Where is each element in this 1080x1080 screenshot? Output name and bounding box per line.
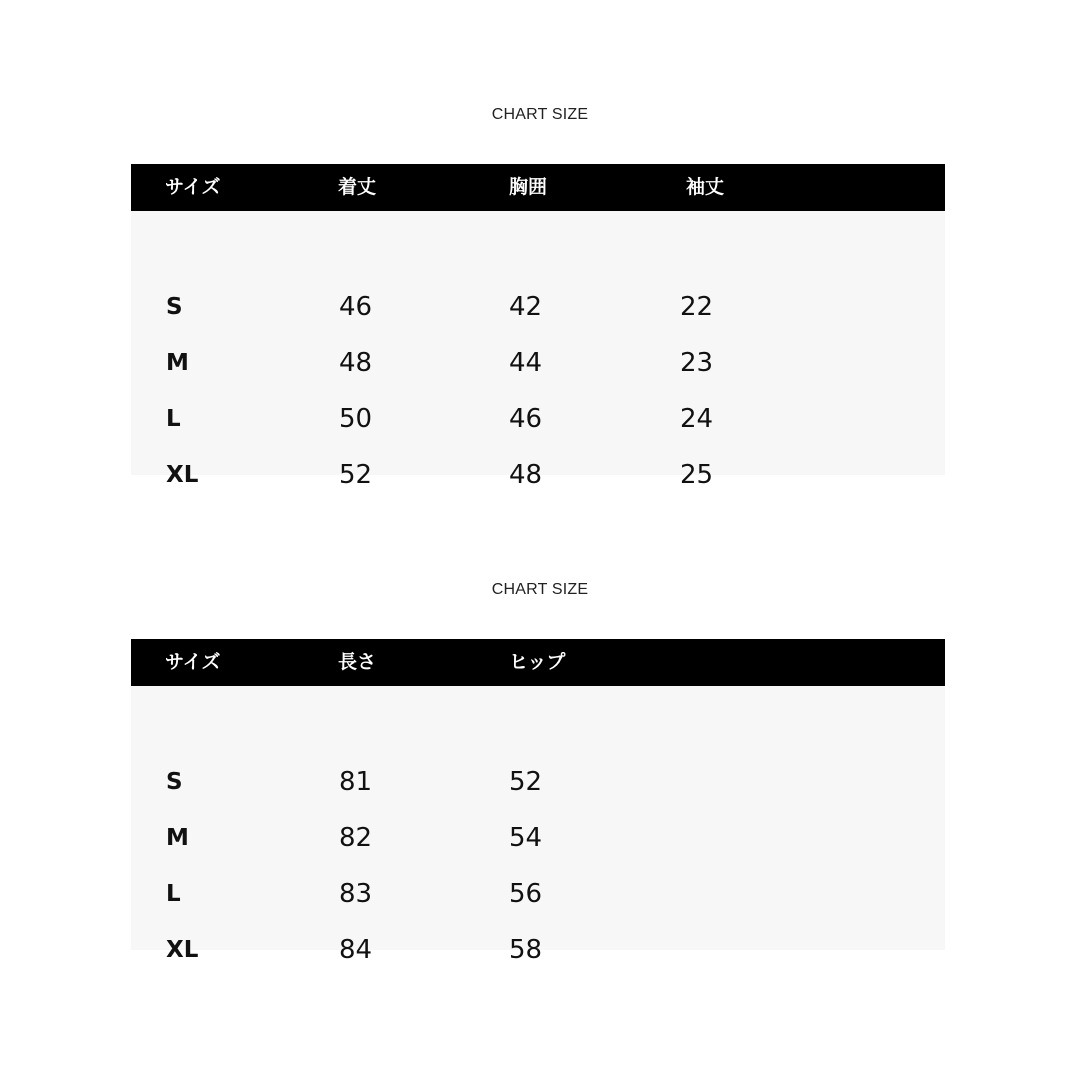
table-row	[131, 930, 945, 970]
length-cell: 82	[339, 823, 373, 853]
size-cell: XL	[166, 937, 199, 963]
table-row	[131, 287, 945, 327]
chest-cell: 46	[509, 404, 543, 434]
size-cell: L	[166, 406, 181, 432]
table-row	[131, 343, 945, 383]
length-cell: 81	[339, 767, 373, 797]
table-row	[131, 762, 945, 802]
table-header	[131, 639, 945, 686]
chest-cell: 48	[509, 460, 543, 490]
size-cell: S	[166, 294, 183, 320]
sleeve-cell: 22	[680, 292, 714, 322]
size-cell: L	[166, 881, 181, 907]
chart-title-bottoms: CHART SIZE	[491, 581, 589, 598]
size-cell: M	[166, 350, 189, 376]
length-cell: 84	[339, 935, 373, 965]
length-cell: 50	[339, 404, 373, 434]
length-cell: 83	[339, 879, 373, 909]
hip-cell: 56	[509, 879, 543, 909]
table-header	[131, 164, 945, 211]
sleeve-cell: 23	[680, 348, 714, 378]
length-cell: 52	[339, 460, 373, 490]
length-cell: 46	[339, 292, 373, 322]
sleeve-cell: 24	[680, 404, 714, 434]
chart-title-tops: CHART SIZE	[491, 106, 589, 123]
sleeve-cell: 25	[680, 460, 714, 490]
size-cell: M	[166, 825, 189, 851]
table-row	[131, 818, 945, 858]
table-body	[131, 211, 945, 490]
hip-cell: 52	[509, 767, 543, 797]
header-length: 着丈	[338, 176, 377, 198]
header-length: 長さ	[338, 651, 377, 673]
size-cell: S	[166, 769, 183, 795]
header-sleeve: 袖丈	[686, 176, 725, 198]
chest-cell: 42	[509, 292, 543, 322]
table-row	[131, 874, 945, 914]
table-row	[131, 399, 945, 439]
size-cell: XL	[166, 462, 199, 488]
length-cell: 48	[339, 348, 373, 378]
size-table-bottoms	[131, 639, 945, 965]
table-row	[131, 455, 945, 495]
hip-cell: 54	[509, 823, 543, 853]
header-size: サイズ	[165, 176, 221, 198]
hip-cell: 58	[509, 935, 543, 965]
table-body	[131, 686, 945, 965]
header-size: サイズ	[165, 651, 221, 673]
size-table-tops	[131, 164, 945, 490]
header-hip: ヒップ	[509, 651, 566, 673]
header-chest: 胸囲	[509, 176, 548, 198]
chest-cell: 44	[509, 348, 543, 378]
